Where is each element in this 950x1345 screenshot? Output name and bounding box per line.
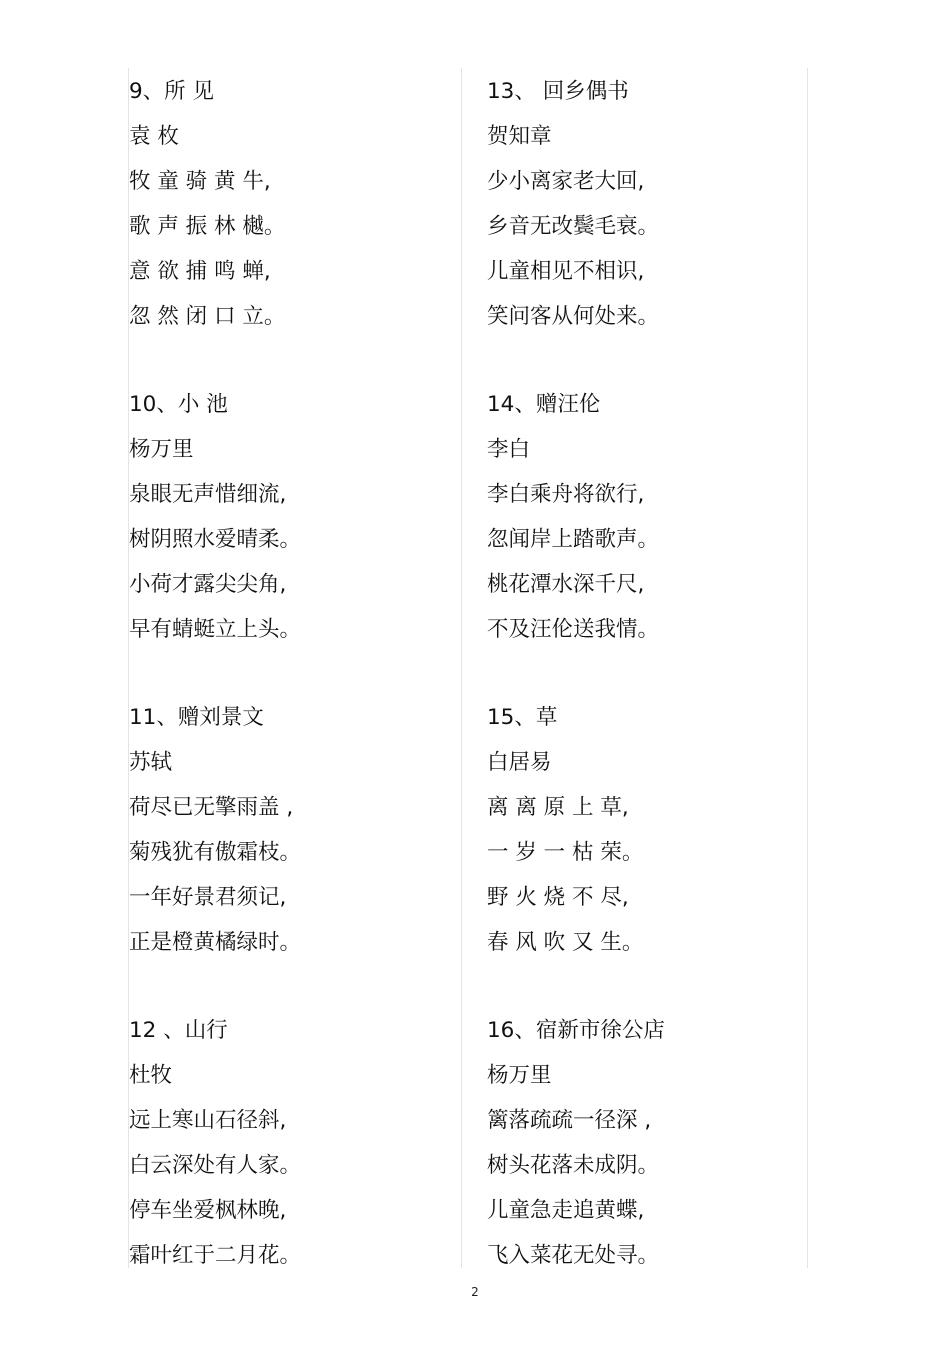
poem-line: 菊残犹有傲霜枝。 (129, 840, 302, 865)
poem-line: 少小离家老大回, (487, 169, 645, 194)
poem-author: 苏轼 (129, 750, 173, 775)
poem-line: 一年好景君须记, (129, 885, 287, 910)
left-column (129, 72, 459, 1324)
poem-line: 意 欲 捕 鸣 蝉, (129, 259, 271, 284)
poem-line: 一 岁 一 枯 荣。 (487, 840, 644, 865)
poem-line: 李白乘舟将欲行, (487, 482, 645, 507)
poem-author: 杨万里 (487, 1063, 552, 1088)
page-number: 2 (471, 1285, 479, 1299)
poem-line: 儿童急走追黄蝶, (487, 1198, 645, 1223)
poem-line: 霜叶红于二月花。 (129, 1243, 302, 1268)
poem-line: 早有蜻蜓立上头。 (129, 617, 302, 642)
poem-block (487, 698, 805, 1011)
poem-line: 篱落疏疏一径深 , (487, 1108, 652, 1133)
poem-title: 12 、山行 (129, 1018, 228, 1043)
poem-title: 15、草 (487, 705, 558, 730)
poem-line: 停车坐爱枫林晚, (129, 1198, 287, 1223)
poem-author: 杜牧 (129, 1063, 173, 1088)
poem-title: 10、小 池 (129, 392, 228, 417)
poem-line: 春 风 吹 又 生。 (487, 930, 644, 955)
poem-line: 桃花潭水深千尺, (487, 572, 645, 597)
poem-line: 忽 然 闭 口 立。 (129, 304, 286, 329)
poem-line: 笑问客从何处来。 (487, 304, 660, 329)
poem-line: 白云深处有人家。 (129, 1153, 302, 1178)
column-divider-middle (461, 68, 462, 1268)
poem-author: 袁 枚 (129, 124, 179, 149)
poem-block (129, 1011, 459, 1324)
right-column (487, 72, 805, 1324)
poem-line: 乡音无改鬓毛衰。 (487, 214, 660, 239)
poem-author: 李白 (487, 437, 531, 462)
poem-line: 不及汪伦送我情。 (487, 617, 660, 642)
poem-title: 9、所 见 (129, 79, 215, 104)
poem-line: 泉眼无声惜细流, (129, 482, 287, 507)
poem-line: 树头花落未成阴。 (487, 1153, 660, 1178)
column-divider-right (807, 68, 808, 1268)
poem-line: 儿童相见不相识, (487, 259, 645, 284)
poem-block (129, 385, 459, 698)
poem-block (487, 1011, 805, 1324)
poem-author: 杨万里 (129, 437, 194, 462)
poem-author: 贺知章 (487, 124, 552, 149)
poem-line: 忽闻岸上踏歌声。 (487, 527, 660, 552)
poem-line: 树阴照水爱晴柔。 (129, 527, 302, 552)
poem-title: 16、宿新市徐公店 (487, 1018, 665, 1043)
poem-line: 荷尽已无擎雨盖 , (129, 795, 294, 820)
poem-line: 飞入菜花无处寻。 (487, 1243, 660, 1268)
poem-line: 歌 声 振 林 樾。 (129, 214, 286, 239)
poem-block (129, 72, 459, 385)
poem-block (487, 72, 805, 385)
poem-line: 牧 童 骑 黄 牛, (129, 169, 271, 194)
poem-author: 白居易 (487, 750, 552, 775)
poem-line: 离 离 原 上 草, (487, 795, 629, 820)
poem-line: 小荷才露尖尖角, (129, 572, 287, 597)
poem-block (129, 698, 459, 1011)
poem-line: 正是橙黄橘绿时。 (129, 930, 302, 955)
poem-line: 野 火 烧 不 尽, (487, 885, 629, 910)
poem-title: 11、赠刘景文 (129, 705, 264, 730)
poem-title: 13、 回乡偶书 (487, 79, 629, 104)
poem-line: 远上寒山石径斜, (129, 1108, 287, 1133)
poem-title: 14、赠汪伦 (487, 392, 601, 417)
poem-block (487, 385, 805, 698)
